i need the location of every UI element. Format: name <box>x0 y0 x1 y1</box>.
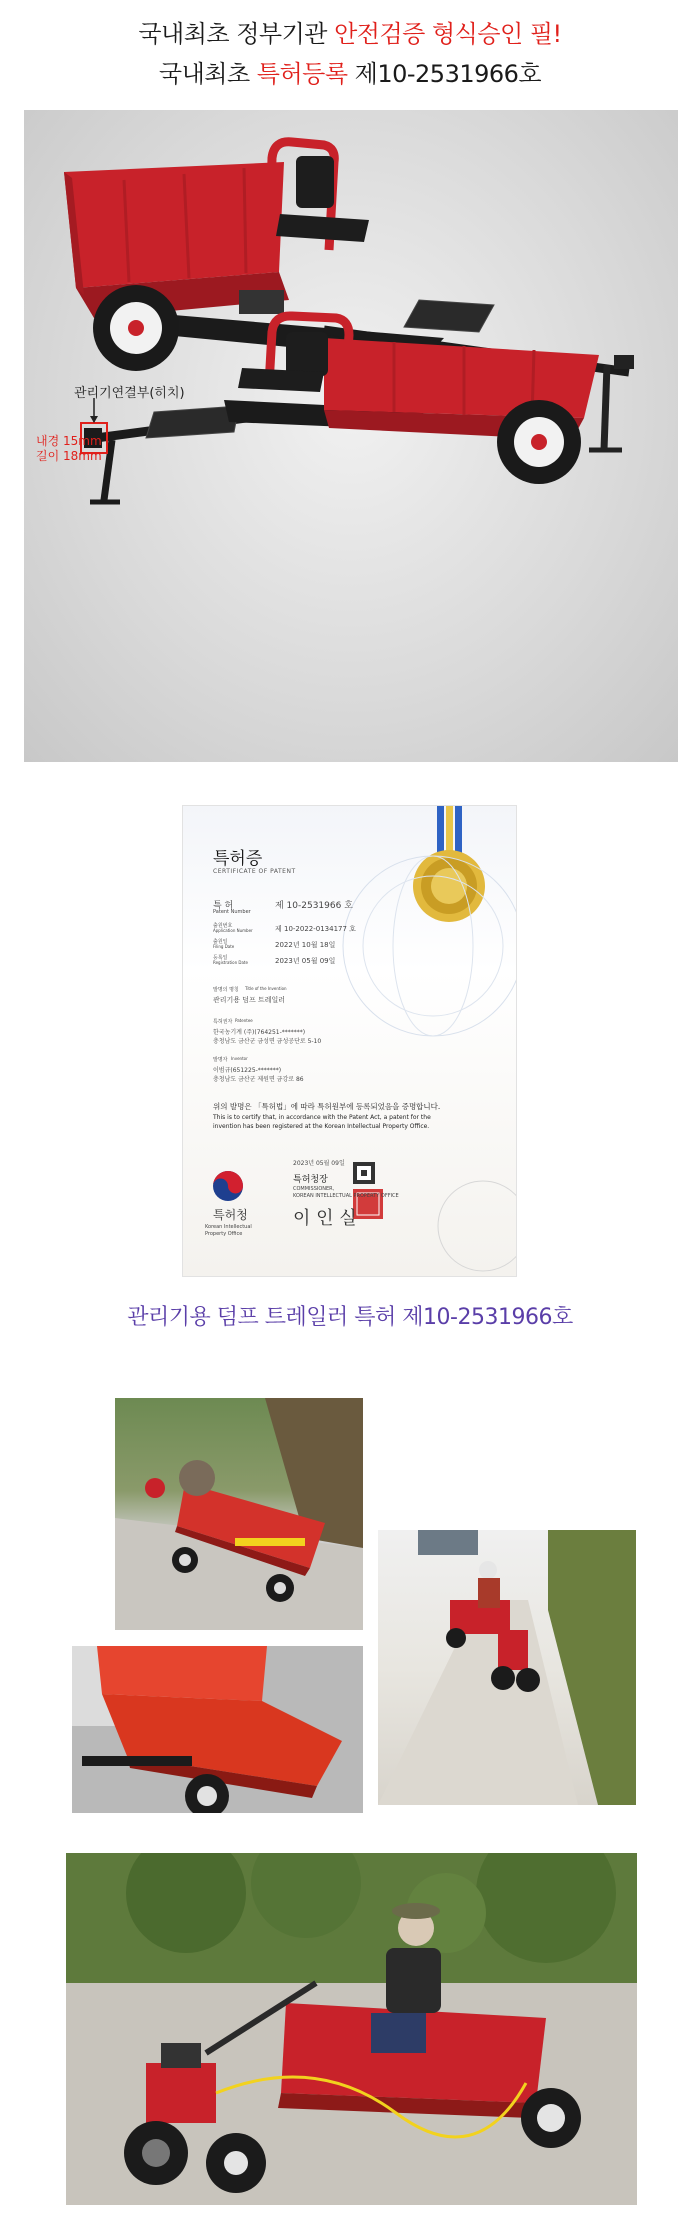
kipo-name-en-1: Korean Intellectual <box>205 1224 252 1230</box>
registration-label-en: Registration Date <box>213 960 248 965</box>
length-label: 길이 18mm <box>36 449 102 463</box>
application-label-en: Application Number <box>213 928 253 933</box>
invention-title: 관리기용 덤프 트레일러 <box>213 996 286 1004</box>
owner-label-en: Patentee <box>235 1018 253 1023</box>
patent-caption: 관리기용 덤프 트레일러 특허 제10-2531966호 <box>127 1305 573 1330</box>
headline-line-2-black-a: 국내최초 <box>158 60 257 88</box>
kipo-name-ko: 특허청 <box>213 1208 248 1222</box>
commissioner-title: 특허청장 <box>293 1175 328 1185</box>
inventor-address: 충청남도 금산군 제원면 금강로 86 <box>213 1076 304 1083</box>
photo-farmer-riding <box>66 1853 637 2205</box>
owner-label: 특허권자 <box>213 1019 233 1025</box>
photo-rider-road-scene <box>378 1530 636 1805</box>
certify-statement-en-2: invention has been registered at the Korean Intellectual Property Office. <box>213 1123 430 1130</box>
filing-label-en: Filing Date <box>213 944 235 949</box>
commissioner-en-2: KOREAN INTELLECTUAL PROPERTY OFFICE <box>293 1193 399 1199</box>
certify-statement-en-1: This is to certify that, in accordance with the Patent Act, a patent for the <box>213 1114 431 1121</box>
certify-statement-ko: 위의 발명은 「특허법」에 따라 특허원부에 등록되었음을 증명합니다. <box>213 1102 441 1111</box>
filing-label: 출원일 <box>213 939 228 945</box>
patent-label-en: Patent Number <box>213 909 251 915</box>
commissioner-en-1: COMMISSIONER, <box>293 1186 335 1192</box>
photo-dump-bed-closeup-scene <box>72 1646 363 1813</box>
photo-dump-incline <box>115 1398 363 1630</box>
issue-date: 2023년 05월 09일 <box>293 1160 345 1167</box>
patent-number: 제 10-2531966 호 <box>275 901 353 911</box>
patent-certificate <box>182 805 517 1277</box>
registration-date: 2023년 05월 09일 <box>275 957 336 965</box>
registration-label: 등록일 <box>213 955 228 961</box>
inventor-name: 이범규(651225-*******) <box>213 1067 282 1074</box>
inner-diameter-label: 내경 15mm <box>36 434 102 448</box>
product-photo <box>24 110 678 762</box>
hitch-label: 관리기연결부(히치) <box>74 386 185 401</box>
headline-line-1-red: 안전검증 형식승인 필! <box>334 20 562 48</box>
commissioner-signature: 이 인 실 <box>293 1208 357 1229</box>
kipo-name-en-2: Property Office <box>205 1231 243 1237</box>
photo-rider-road <box>378 1530 636 1805</box>
headline-line-1-black: 국내최초 정부기관 <box>138 20 335 48</box>
photo-dump-incline-scene <box>115 1398 363 1630</box>
owner-address: 충청남도 금산군 금성면 금성공단로 5-10 <box>213 1038 322 1045</box>
headline-line-1 <box>0 14 700 49</box>
certificate-subtitle: CERTIFICATE OF PATENT <box>213 868 296 875</box>
headline-line-2 <box>0 54 700 89</box>
filing-date: 2022년 10월 18일 <box>275 941 336 949</box>
application-label: 출원번호 <box>213 923 233 929</box>
invention-label-en: Title of the Invention <box>245 986 287 991</box>
inventor-label: 발명자 <box>213 1057 228 1063</box>
patent-label: 특 허 <box>213 901 234 911</box>
photo-farmer-riding-scene <box>66 1853 637 2205</box>
application-number: 제 10-2022-0134177 호 <box>275 925 356 933</box>
certificate-title: 특허증 <box>213 849 263 869</box>
invention-label: 발명의 명칭 <box>213 987 239 993</box>
headline-line-2-black-b: 제10-2531966호 <box>347 60 542 88</box>
owner-name: 한국농기계 (주)(764251-*******) <box>213 1029 306 1036</box>
photo-dump-bed-closeup <box>72 1646 363 1813</box>
trailer-illustration <box>24 110 678 762</box>
inventor-label-en: Inventor <box>231 1056 248 1061</box>
headline-line-2-red: 특허등록 <box>256 60 348 88</box>
